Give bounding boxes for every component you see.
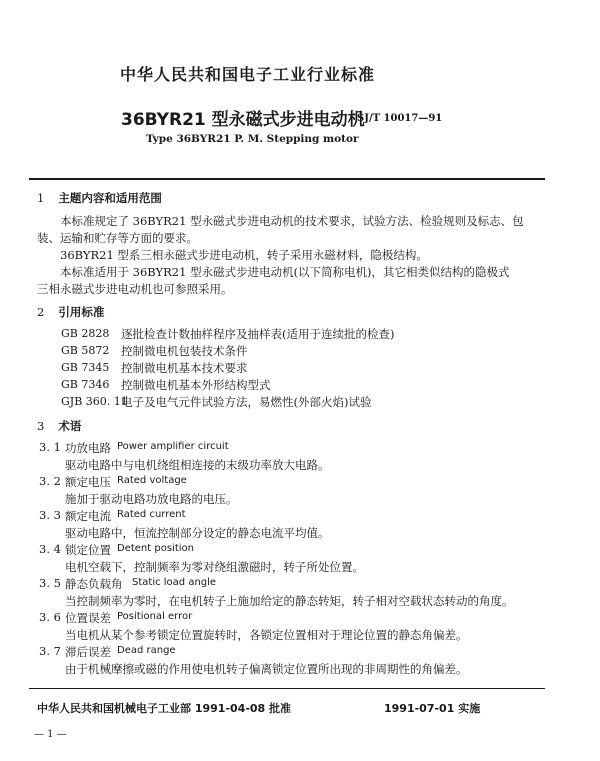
- org-standard-title: 中华人民共和国电子工业行业标准: [120, 65, 376, 84]
- term-name-en: Rated voltage: [117, 475, 187, 486]
- term-name-cn: 额定电压: [65, 475, 111, 489]
- paragraph-line: 三相永磁式步进电动机也可参照采用。: [37, 282, 233, 296]
- section-1-heading: [37, 190, 162, 207]
- footer-rule: [29, 688, 545, 689]
- term-number: 3. 5: [39, 576, 61, 590]
- section-number: 2: [37, 305, 45, 319]
- section-number: 3: [37, 419, 45, 433]
- reference-code: GJB 360. 11: [61, 395, 128, 408]
- reference-title: 逐批检查计数抽样程序及抽样表(适用于连续批的检查): [121, 327, 395, 341]
- term-definition: 电机空载下，控制频率为零对绕组激磁时，转子所处位置。: [65, 560, 364, 574]
- term-number: 3. 7: [39, 644, 61, 658]
- paragraph-line: 本标准适用于 36BYR21 型永磁式步进电动机(以下简称电机)，其它相类似结构的隐极式: [60, 265, 510, 279]
- section-2-heading: [37, 304, 104, 321]
- section-title: 主题内容和适用范围: [58, 191, 162, 205]
- paragraph-line: 装、运输和贮存等方面的要求。: [37, 231, 198, 245]
- term-number: 3. 3: [39, 508, 61, 522]
- reference-code: GB 5872: [61, 344, 110, 357]
- term-name-cn: 静态负载角: [65, 577, 123, 591]
- reference-code: GB 7346: [61, 378, 110, 391]
- reference-title: 控制微电机包装技术条件: [121, 344, 248, 358]
- term-definition: 施加于驱动电路功放电路的电压。: [65, 492, 238, 506]
- term-name-en: Positional error: [117, 611, 193, 622]
- term-name-en: Static load angle: [132, 577, 217, 588]
- approval-note: 中华人民共和国机械电子工业部 1991-04-08 批准: [37, 702, 292, 715]
- term-definition: 当控制频率为零时，在电机转子上施加给定的静态转矩，转子相对空载状态转动的角度。: [65, 594, 514, 608]
- term-name-cn: 功放电路: [65, 441, 111, 455]
- paragraph-line: 本标准规定了 36BYR21 型永磁式步进电动机的技术要求，试验方法、检验规则及标志、包: [60, 214, 524, 228]
- term-number: 3. 1: [39, 440, 61, 454]
- reference-code: GB 7345: [61, 361, 110, 374]
- term-name-en: Detent position: [117, 543, 194, 554]
- term-name-cn: 额定电流: [65, 509, 111, 523]
- term-name-en: Power amplifier circuit: [117, 441, 229, 452]
- page-number: — 1 —: [34, 729, 67, 740]
- term-definition: 驱动电路中，恒流控制部分设定的静态电流平均值。: [65, 526, 330, 540]
- term-definition: 当电机从某个参考锁定位置旋转时，各锁定位置相对于理论位置的静态角偏差。: [65, 628, 468, 642]
- term-name-cn: 锁定位置: [65, 543, 111, 557]
- section-3-heading: [37, 418, 81, 435]
- term-number: 3. 4: [39, 542, 61, 556]
- section-title: 术语: [58, 419, 82, 433]
- term-definition: 由于机械摩擦或磁的作用使电机转子偏离锁定位置所出现的非周期性的角偏差。: [65, 662, 468, 676]
- term-name-en: Dead range: [117, 645, 176, 656]
- section-number: 1: [37, 191, 45, 205]
- term-name-cn: 滞后误差: [65, 645, 111, 659]
- reference-title: 控制微电机基本外形结构型式: [121, 378, 271, 392]
- english-title: Type 36BYR21 P. M. Stepping motor: [146, 133, 359, 145]
- term-name-en: Rated current: [117, 509, 186, 520]
- reference-code: GB 2828: [61, 327, 110, 340]
- header-rule: [29, 178, 545, 180]
- term-name-cn: 位置误差: [65, 611, 111, 625]
- term-number: 3. 2: [39, 474, 61, 488]
- paragraph-line: 36BYR21 型系三相永磁式步进电动机，转子采用永磁材料，隐极结构。: [60, 248, 428, 262]
- document-title: 36BYR21 型永磁式步进电动机: [121, 110, 365, 130]
- standard-number: SJ/T 10017—91: [357, 113, 443, 124]
- reference-title: 控制微电机基本技术要求: [121, 361, 248, 375]
- term-number: 3. 6: [39, 610, 61, 624]
- section-title: 引用标准: [58, 305, 105, 319]
- implementation-date: 1991-07-01 实施: [384, 702, 481, 715]
- reference-title: 电子及电气元件试验方法，易燃性(外部火焰)试验: [121, 395, 372, 409]
- term-definition: 驱动电路中与电机绕组相连接的末级功率放大电路。: [65, 458, 330, 472]
